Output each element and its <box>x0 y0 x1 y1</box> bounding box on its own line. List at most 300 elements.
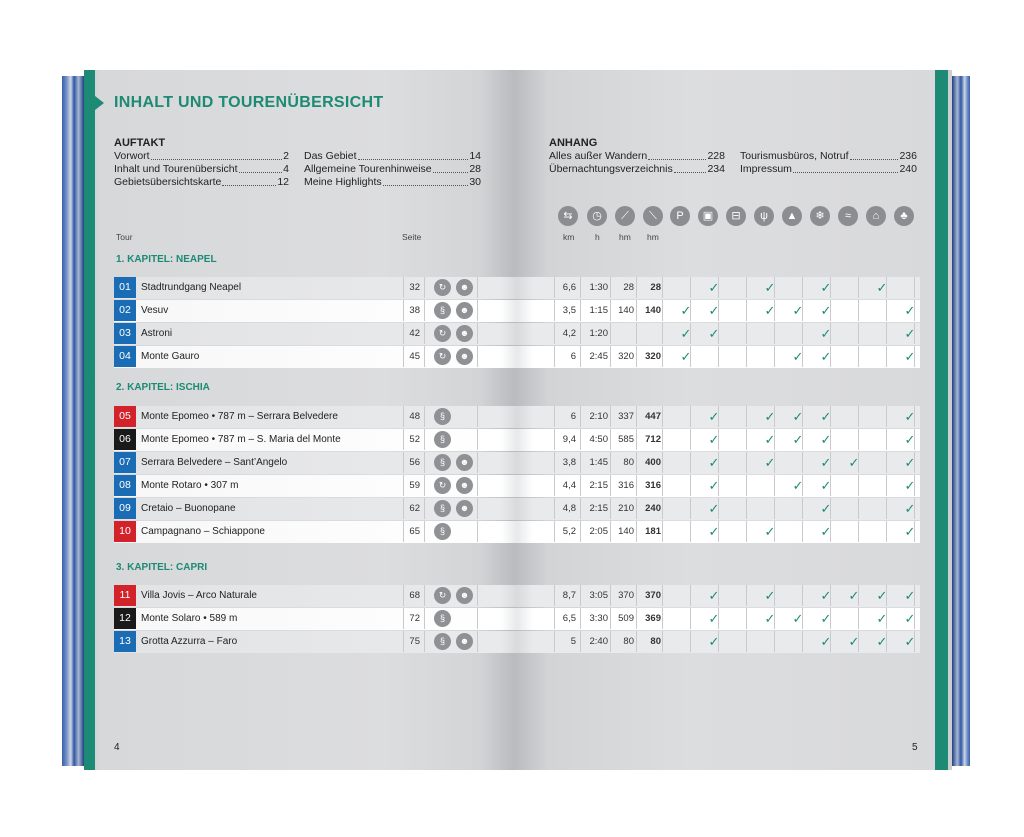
col-km: km <box>563 232 575 242</box>
table-row <box>114 346 920 368</box>
column-divider <box>554 521 555 542</box>
column-divider <box>554 277 555 298</box>
tour-name: Villa Jovis – Arco Naturale <box>141 590 257 601</box>
check-icon: ✓ <box>876 280 888 295</box>
toc-label: Meine Highlights <box>304 176 382 188</box>
column-divider <box>610 452 611 473</box>
column-divider <box>554 608 555 629</box>
toc-dots <box>793 163 899 173</box>
toc-entry <box>304 150 481 163</box>
check-icon: ✓ <box>708 303 720 318</box>
column-divider <box>802 277 803 298</box>
tour-km: 6 <box>570 351 576 362</box>
check-icon: ✓ <box>708 501 720 516</box>
tour-hm2: 320 <box>645 351 661 362</box>
column-divider <box>886 521 887 542</box>
column-divider <box>662 300 663 321</box>
check-icon: ✓ <box>680 303 692 318</box>
column-divider <box>662 521 663 542</box>
tour-page: 68 <box>409 590 420 601</box>
tour-h: 1:15 <box>589 305 608 316</box>
column-divider <box>662 277 663 298</box>
tour-h: 3:05 <box>589 590 608 601</box>
tour-name: Serrara Belvedere – Sant’Angelo <box>141 457 288 468</box>
column-divider <box>858 406 859 427</box>
column-divider <box>610 498 611 519</box>
tour-h: 2:15 <box>589 480 608 491</box>
column-divider <box>580 452 581 473</box>
check-icon: ✓ <box>792 611 804 626</box>
column-divider <box>746 300 747 321</box>
check-icon: ✓ <box>820 280 832 295</box>
trail-icon: § <box>434 500 451 517</box>
column-divider <box>858 346 859 367</box>
check-icon: ✓ <box>708 588 720 603</box>
column-divider <box>636 498 637 519</box>
page-number-left: 4 <box>114 742 120 753</box>
toc-entry <box>549 163 725 176</box>
col-h: h <box>595 232 600 242</box>
column-divider <box>636 429 637 450</box>
column-divider <box>580 323 581 344</box>
tour-hm1: 80 <box>623 636 634 647</box>
column-divider <box>858 277 859 298</box>
column-divider <box>886 406 887 427</box>
tour-name: Monte Solaro • 589 m <box>141 613 238 624</box>
column-divider <box>554 323 555 344</box>
toc-dots <box>648 150 706 160</box>
tour-h: 2:05 <box>589 526 608 537</box>
check-icon: ✓ <box>820 432 832 447</box>
tour-h: 4:50 <box>589 434 608 445</box>
column-divider <box>636 585 637 606</box>
column-divider <box>580 429 581 450</box>
tour-h: 1:45 <box>589 457 608 468</box>
tour-page: 59 <box>409 480 420 491</box>
page-title: INHALT UND TOURENÜBERSICHT <box>114 94 384 111</box>
column-divider <box>636 521 637 542</box>
tour-km: 4,8 <box>562 503 576 514</box>
column-divider <box>554 429 555 450</box>
clock-icon: ◷ <box>587 206 607 226</box>
tour-page: 38 <box>409 305 420 316</box>
column-divider <box>477 429 478 450</box>
anhang-list-2 <box>740 150 917 176</box>
column-divider <box>580 521 581 542</box>
table-row <box>114 406 920 428</box>
table-row <box>114 608 920 630</box>
toc-page-number: 28 <box>469 163 481 175</box>
check-icon: ✓ <box>708 409 720 424</box>
toc-page-number: 228 <box>707 150 725 162</box>
column-divider <box>802 323 803 344</box>
toc-page-number: 30 <box>469 176 481 188</box>
column-divider <box>886 498 887 519</box>
column-divider <box>774 498 775 519</box>
column-divider <box>746 608 747 629</box>
column-divider <box>886 429 887 450</box>
trail-icon: § <box>434 454 451 471</box>
toc-page-number: 14 <box>469 150 481 162</box>
check-icon: ✓ <box>792 478 804 493</box>
page-edge-right <box>952 76 970 766</box>
tour-km: 6,6 <box>562 282 576 293</box>
check-icon: ✓ <box>820 326 832 341</box>
check-icon: ✓ <box>904 634 916 649</box>
column-divider <box>690 475 691 496</box>
tour-hm2: 712 <box>645 434 661 445</box>
tour-page: 42 <box>409 328 420 339</box>
tour-number-badge: 10 <box>114 521 136 542</box>
tour-hm1: 585 <box>618 434 634 445</box>
check-icon: ✓ <box>764 303 776 318</box>
kid-friendly-icon: ☻ <box>456 454 473 471</box>
toc-entry <box>740 163 917 176</box>
tour-page: 65 <box>409 526 420 537</box>
column-divider <box>554 475 555 496</box>
column-divider <box>477 631 478 652</box>
check-icon: ✓ <box>848 455 860 470</box>
tour-hm1: 509 <box>618 613 634 624</box>
check-icon: ✓ <box>876 588 888 603</box>
chapter-heading: 1. KAPITEL: NEAPEL <box>116 254 217 265</box>
column-divider <box>580 300 581 321</box>
tour-h: 1:30 <box>589 282 608 293</box>
column-divider <box>802 631 803 652</box>
check-icon: ✓ <box>904 349 916 364</box>
column-divider <box>662 475 663 496</box>
check-icon: ✓ <box>792 432 804 447</box>
col-seite: Seite <box>402 232 422 242</box>
check-icon: ✓ <box>764 280 776 295</box>
chapter-heading: 3. KAPITEL: CAPRI <box>116 562 208 573</box>
column-divider <box>690 631 691 652</box>
title-arrow-icon <box>95 96 104 110</box>
tour-number-badge: 12 <box>114 608 136 629</box>
check-icon: ✓ <box>708 326 720 341</box>
table-row <box>114 585 920 607</box>
column-divider <box>477 452 478 473</box>
column-divider <box>662 585 663 606</box>
tour-h: 3:30 <box>589 613 608 624</box>
trail-icon: § <box>434 610 451 627</box>
toc-dots <box>383 176 469 186</box>
signpost-icon: ⇆ <box>558 206 578 226</box>
tour-name: Grotta Azzurra – Faro <box>141 636 238 647</box>
tour-hm1 <box>612 323 634 344</box>
tour-h: 2:10 <box>589 411 608 422</box>
column-divider <box>886 323 887 344</box>
column-divider <box>662 498 663 519</box>
tour-name: Stadtrundgang Neapel <box>141 282 242 293</box>
parking-icon: P <box>670 206 690 226</box>
tour-km: 5,2 <box>562 526 576 537</box>
check-icon: ✓ <box>708 611 720 626</box>
check-icon: ✓ <box>820 478 832 493</box>
toc-dots <box>358 150 469 160</box>
column-divider <box>424 429 425 450</box>
column-divider <box>802 452 803 473</box>
tour-h: 2:40 <box>589 636 608 647</box>
tour-hm2: 316 <box>645 480 661 491</box>
tour-hm1: 28 <box>623 282 634 293</box>
check-icon: ✓ <box>820 634 832 649</box>
column-divider <box>662 429 663 450</box>
tour-hm2: 447 <box>645 411 661 422</box>
tour-km: 5 <box>570 636 576 647</box>
tour-number-badge: 13 <box>114 631 136 652</box>
check-icon: ✓ <box>904 432 916 447</box>
check-icon: ✓ <box>820 455 832 470</box>
toc-dots <box>674 163 707 173</box>
auftakt-heading: AUFTAKT <box>114 137 166 149</box>
auftakt-list-1 <box>114 150 289 189</box>
kid-friendly-icon: ☻ <box>456 348 473 365</box>
toc-dots <box>239 163 283 173</box>
toc-dots <box>222 176 276 186</box>
table-row <box>114 521 920 543</box>
tour-hm1: 320 <box>618 351 634 362</box>
toc-label: Alles außer Wandern <box>549 150 648 162</box>
winter-icon: ❄ <box>810 206 830 226</box>
column-divider <box>477 608 478 629</box>
column-divider <box>886 452 887 473</box>
column-divider <box>690 585 691 606</box>
tour-page: 45 <box>409 351 420 362</box>
column-divider <box>424 277 425 298</box>
column-divider <box>746 452 747 473</box>
tour-hm2: 181 <box>645 526 661 537</box>
toc-label: Vorwort <box>114 150 150 162</box>
column-divider <box>580 608 581 629</box>
column-divider <box>636 631 637 652</box>
column-divider <box>580 406 581 427</box>
column-divider <box>610 475 611 496</box>
tour-page: 52 <box>409 434 420 445</box>
tour-number-badge: 11 <box>114 585 136 606</box>
toc-entry <box>114 150 289 163</box>
check-icon: ✓ <box>820 303 832 318</box>
kid-friendly-icon: ☻ <box>456 325 473 342</box>
check-icon: ✓ <box>904 478 916 493</box>
column-divider <box>858 300 859 321</box>
column-divider <box>662 346 663 367</box>
column-divider <box>746 277 747 298</box>
check-icon: ✓ <box>904 326 916 341</box>
tour-name: Monte Gauro <box>141 351 200 362</box>
tour-page: 48 <box>409 411 420 422</box>
column-divider <box>858 429 859 450</box>
tour-hm2: 240 <box>645 503 661 514</box>
column-divider <box>554 406 555 427</box>
tour-name: Astroni <box>141 328 173 339</box>
column-divider <box>424 475 425 496</box>
kid-friendly-icon: ☻ <box>456 279 473 296</box>
tour-h: 2:15 <box>589 503 608 514</box>
column-divider <box>554 452 555 473</box>
toc-page-number: 2 <box>283 150 289 162</box>
tour-number-badge: 09 <box>114 498 136 519</box>
tour-km: 3,5 <box>562 305 576 316</box>
auftakt-list-2 <box>304 150 481 189</box>
column-divider <box>636 323 637 344</box>
toc-label: Allgemeine Tourenhinweise <box>304 163 432 175</box>
column-divider <box>610 631 611 652</box>
table-row <box>114 498 920 520</box>
column-divider <box>554 631 555 652</box>
column-divider <box>424 323 425 344</box>
column-divider <box>424 585 425 606</box>
trail-icon: § <box>434 302 451 319</box>
column-divider <box>886 346 887 367</box>
tour-number-badge: 08 <box>114 475 136 496</box>
column-divider <box>580 277 581 298</box>
toc-page-number: 234 <box>707 163 725 175</box>
page-edge-left <box>62 76 84 766</box>
column-divider <box>636 346 637 367</box>
column-divider <box>477 498 478 519</box>
toc-dots <box>850 150 899 160</box>
toc-label: Gebietsübersichtskarte <box>114 176 222 188</box>
column-divider <box>636 406 637 427</box>
column-divider <box>690 277 691 298</box>
tour-hm1: 80 <box>623 457 634 468</box>
column-divider <box>858 608 859 629</box>
col-tour: Tour <box>116 232 133 242</box>
column-divider <box>477 346 478 367</box>
column-divider <box>636 608 637 629</box>
column-divider <box>477 585 478 606</box>
column-divider <box>886 300 887 321</box>
tour-hm2 <box>637 323 661 344</box>
column-divider <box>774 631 775 652</box>
toc-label: Das Gebiet <box>304 150 357 162</box>
table-row <box>114 277 920 299</box>
column-divider <box>746 498 747 519</box>
tour-km: 9,4 <box>562 434 576 445</box>
column-divider <box>746 323 747 344</box>
column-divider <box>477 406 478 427</box>
column-divider <box>636 300 637 321</box>
column-divider <box>554 585 555 606</box>
toc-entry <box>304 163 481 176</box>
check-icon: ✓ <box>708 432 720 447</box>
check-icon: ✓ <box>764 524 776 539</box>
check-icon: ✓ <box>820 349 832 364</box>
tour-page: 32 <box>409 282 420 293</box>
toc-page-number: 4 <box>283 163 289 175</box>
check-icon: ✓ <box>764 432 776 447</box>
column-divider <box>477 521 478 542</box>
column-divider <box>858 498 859 519</box>
toc-page-number: 240 <box>899 163 917 175</box>
trail-icon: § <box>434 633 451 650</box>
anhang-heading: ANHANG <box>549 137 598 149</box>
tour-page: 75 <box>409 636 420 647</box>
round-trip-icon: ↻ <box>434 348 451 365</box>
culture-icon: ⌂ <box>866 206 886 226</box>
check-icon: ✓ <box>848 588 860 603</box>
swimming-icon: ≈ <box>838 206 858 226</box>
tour-page: 62 <box>409 503 420 514</box>
toc-label: Tourismusbüros, Notruf <box>740 150 849 162</box>
column-divider <box>554 498 555 519</box>
tour-name: Monte Epomeo • 787 m – S. Maria del Monte <box>141 434 341 445</box>
tour-number-badge: 06 <box>114 429 136 450</box>
column-divider <box>477 323 478 344</box>
accent-bar-right <box>935 70 948 770</box>
column-divider <box>610 585 611 606</box>
column-divider <box>662 323 663 344</box>
column-divider <box>690 406 691 427</box>
tour-km: 4,2 <box>562 328 576 339</box>
tour-km: 6,5 <box>562 613 576 624</box>
column-divider <box>774 475 775 496</box>
check-icon: ✓ <box>904 611 916 626</box>
column-divider <box>424 346 425 367</box>
column-divider <box>746 631 747 652</box>
toc-entry <box>304 176 481 189</box>
toc-dots <box>151 150 283 160</box>
toc-label: Übernachtungsverzeichnis <box>549 163 673 175</box>
column-divider <box>580 585 581 606</box>
column-divider <box>424 406 425 427</box>
tour-hm2: 80 <box>650 636 661 647</box>
check-icon: ✓ <box>792 349 804 364</box>
check-icon: ✓ <box>904 455 916 470</box>
trail-icon: § <box>434 431 451 448</box>
column-divider <box>636 452 637 473</box>
kid-friendly-icon: ☻ <box>456 587 473 604</box>
tour-km: 3,8 <box>562 457 576 468</box>
column-divider <box>477 277 478 298</box>
tour-page: 72 <box>409 613 420 624</box>
column-divider <box>802 521 803 542</box>
tour-hm1: 316 <box>618 480 634 491</box>
column-divider <box>802 498 803 519</box>
column-divider <box>610 300 611 321</box>
tour-hm1: 370 <box>618 590 634 601</box>
check-icon: ✓ <box>876 611 888 626</box>
table-row <box>114 300 920 322</box>
column-divider <box>662 608 663 629</box>
check-icon: ✓ <box>904 303 916 318</box>
tour-name: Monte Rotaro • 307 m <box>141 480 239 491</box>
tour-km: 8,7 <box>562 590 576 601</box>
check-icon: ✓ <box>792 409 804 424</box>
table-row <box>114 631 920 653</box>
column-divider <box>554 300 555 321</box>
column-divider <box>690 498 691 519</box>
toc-entry <box>549 150 725 163</box>
column-divider <box>580 475 581 496</box>
kid-friendly-icon: ☻ <box>456 500 473 517</box>
toc-entry <box>740 150 917 163</box>
accent-bar-left <box>84 70 95 770</box>
column-divider <box>746 521 747 542</box>
tour-hm1: 140 <box>618 526 634 537</box>
tour-name: Campagnano – Schiappone <box>141 526 265 537</box>
cable-car-icon: ⊟ <box>726 206 746 226</box>
tour-hm2: 140 <box>645 305 661 316</box>
kid-friendly-icon: ☻ <box>456 477 473 494</box>
column-divider <box>580 498 581 519</box>
tour-page: 56 <box>409 457 420 468</box>
tour-km: 4,4 <box>562 480 576 491</box>
col-hm-1: hm <box>619 232 631 242</box>
hut-icon: ▲ <box>782 206 802 226</box>
forest-icon: ♣ <box>894 206 914 226</box>
